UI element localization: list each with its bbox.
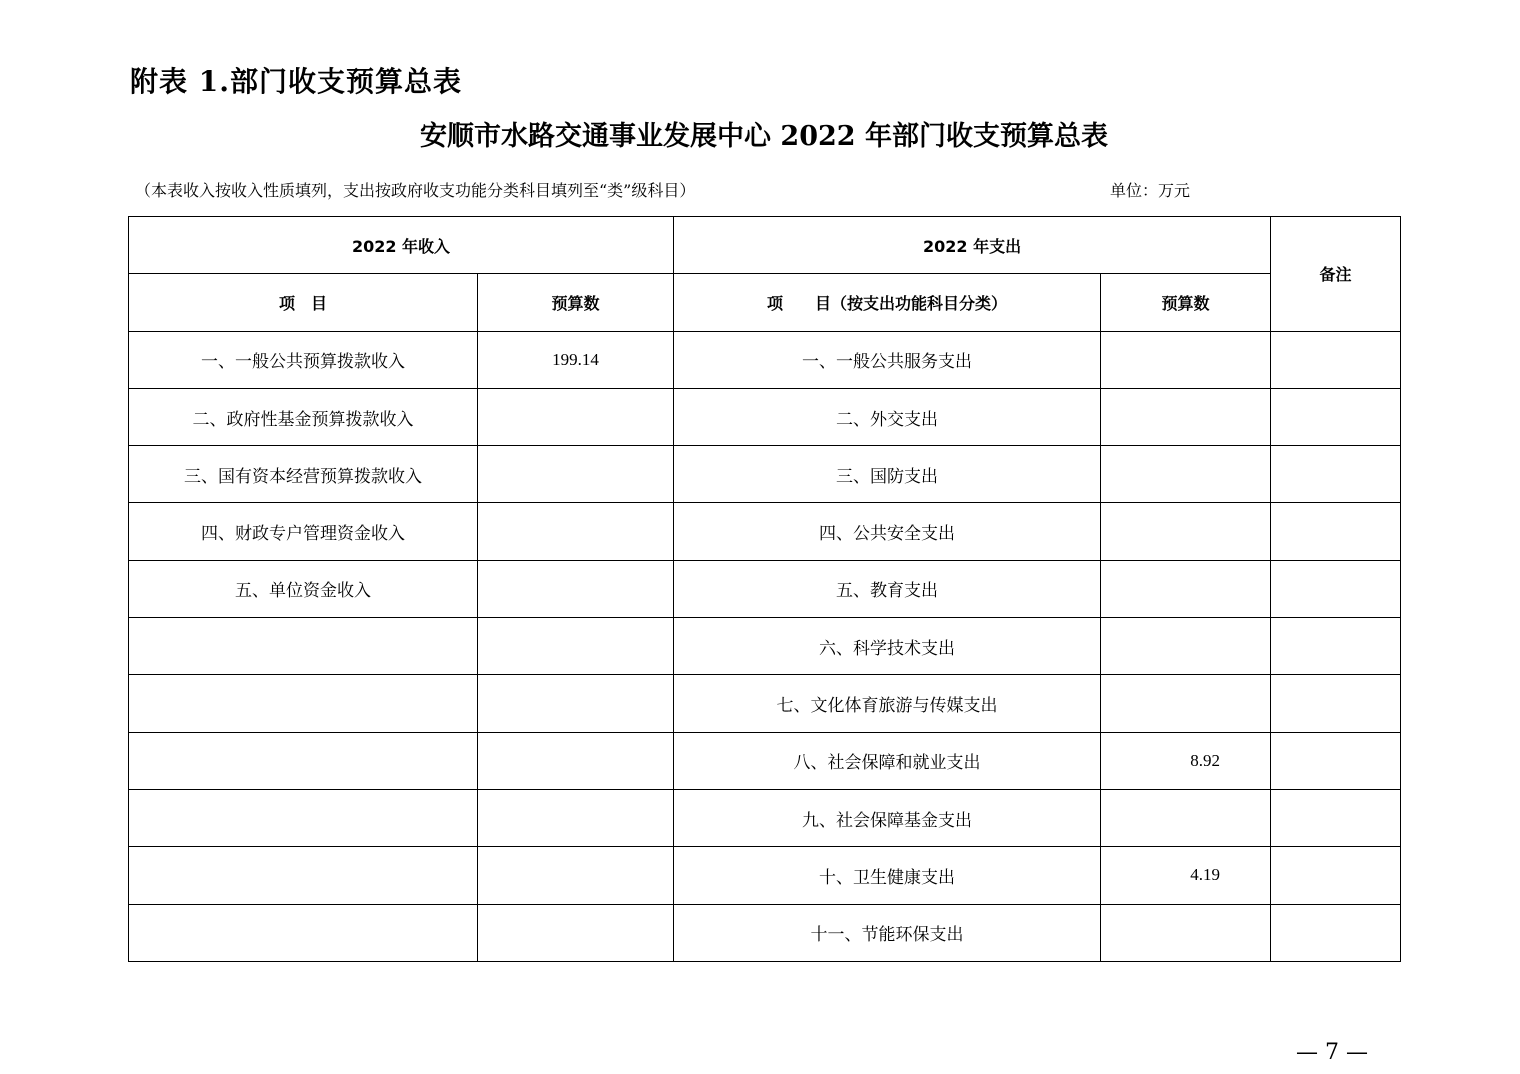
budget-table xyxy=(128,216,1401,962)
expense-amount-cell xyxy=(1101,388,1271,445)
remark-cell xyxy=(1271,388,1401,445)
expense-item-cell: 三、国防支出 xyxy=(674,446,1101,503)
expense-amount-cell xyxy=(1101,789,1271,846)
income-item-header: 项 目 xyxy=(129,274,478,331)
income-amount-header: 预算数 xyxy=(478,274,674,331)
remark-cell xyxy=(1271,732,1401,789)
table-row xyxy=(129,503,1401,560)
table-row xyxy=(129,732,1401,789)
appendix-title: 附表 1.部门收支预算总表 xyxy=(130,65,462,98)
expense-amount-cell xyxy=(1101,331,1271,388)
income-amount-cell xyxy=(478,904,674,961)
expense-item-cell: 一、一般公共服务支出 xyxy=(674,331,1101,388)
expense-item-cell: 五、教育支出 xyxy=(674,560,1101,617)
expense-amount-cell xyxy=(1101,618,1271,675)
table-row xyxy=(129,904,1401,961)
table-row xyxy=(129,675,1401,732)
income-amount-cell xyxy=(478,732,674,789)
unit-label: 单位：万元 xyxy=(1110,181,1191,200)
expense-item-cell: 二、外交支出 xyxy=(674,388,1101,445)
income-item-cell: 二、政府性基金预算拨款收入 xyxy=(129,388,478,445)
income-amount-cell xyxy=(478,789,674,846)
remark-cell xyxy=(1271,847,1401,904)
income-item-cell xyxy=(129,789,478,846)
income-amount-cell xyxy=(478,446,674,503)
expense-item-cell: 七、文化体育旅游与传媒支出 xyxy=(674,675,1101,732)
income-item-cell xyxy=(129,618,478,675)
table-row xyxy=(129,560,1401,617)
expense-amount-cell xyxy=(1101,560,1271,617)
income-item-cell xyxy=(129,675,478,732)
income-item-cell xyxy=(129,847,478,904)
expense-header: 2022 年支出 xyxy=(674,217,1271,274)
remark-cell xyxy=(1271,446,1401,503)
expense-item-cell: 九、社会保障基金支出 xyxy=(674,789,1101,846)
table-header-row-1 xyxy=(129,217,1401,274)
income-item-cell: 五、单位资金收入 xyxy=(129,560,478,617)
expense-amount-header: 预算数 xyxy=(1101,274,1271,331)
expense-item-cell: 四、公共安全支出 xyxy=(674,503,1101,560)
expense-amount-cell xyxy=(1101,503,1271,560)
income-item-cell xyxy=(129,732,478,789)
table-row xyxy=(129,388,1401,445)
table-note: （本表收入按收入性质填列，支出按政府收支功能分类科目填列至“类”级科目） xyxy=(135,181,696,200)
remark-cell xyxy=(1271,789,1401,846)
remark-cell xyxy=(1271,503,1401,560)
income-amount-cell xyxy=(478,388,674,445)
expense-item-header: 项 目（按支出功能科目分类） xyxy=(674,274,1101,331)
income-amount-cell xyxy=(478,560,674,617)
income-header: 2022 年收入 xyxy=(129,217,674,274)
table-row xyxy=(129,446,1401,503)
income-item-cell xyxy=(129,904,478,961)
remark-cell xyxy=(1271,560,1401,617)
expense-amount-cell: 8.92 xyxy=(1101,732,1271,789)
remark-cell xyxy=(1271,618,1401,675)
remark-cell xyxy=(1271,904,1401,961)
income-amount-cell xyxy=(478,503,674,560)
expense-item-cell: 六、科学技术支出 xyxy=(674,618,1101,675)
remark-cell xyxy=(1271,331,1401,388)
income-item-cell: 一、一般公共预算拨款收入 xyxy=(129,331,478,388)
expense-amount-cell: 4.19 xyxy=(1101,847,1271,904)
table-row xyxy=(129,847,1401,904)
income-amount-cell: 199.14 xyxy=(478,331,674,388)
income-amount-cell xyxy=(478,675,674,732)
table-row xyxy=(129,618,1401,675)
expense-item-cell: 十一、节能环保支出 xyxy=(674,904,1101,961)
table-header-row-2 xyxy=(129,274,1401,331)
income-amount-cell xyxy=(478,847,674,904)
expense-amount-cell xyxy=(1101,675,1271,732)
expense-item-cell: 十、卫生健康支出 xyxy=(674,847,1101,904)
table-row xyxy=(129,331,1401,388)
table-row xyxy=(129,789,1401,846)
document-title: 安顺市水路交通事业发展中心 2022 年部门收支预算总表 xyxy=(420,121,1108,152)
income-amount-cell xyxy=(478,618,674,675)
expense-item-cell: 八、社会保障和就业支出 xyxy=(674,732,1101,789)
remark-header: 备注 xyxy=(1271,217,1401,332)
income-item-cell: 三、国有资本经营预算拨款收入 xyxy=(129,446,478,503)
remark-cell xyxy=(1271,675,1401,732)
page-number: — 7 — xyxy=(1296,1040,1368,1065)
income-item-cell: 四、财政专户管理资金收入 xyxy=(129,503,478,560)
expense-amount-cell xyxy=(1101,904,1271,961)
expense-amount-cell xyxy=(1101,446,1271,503)
